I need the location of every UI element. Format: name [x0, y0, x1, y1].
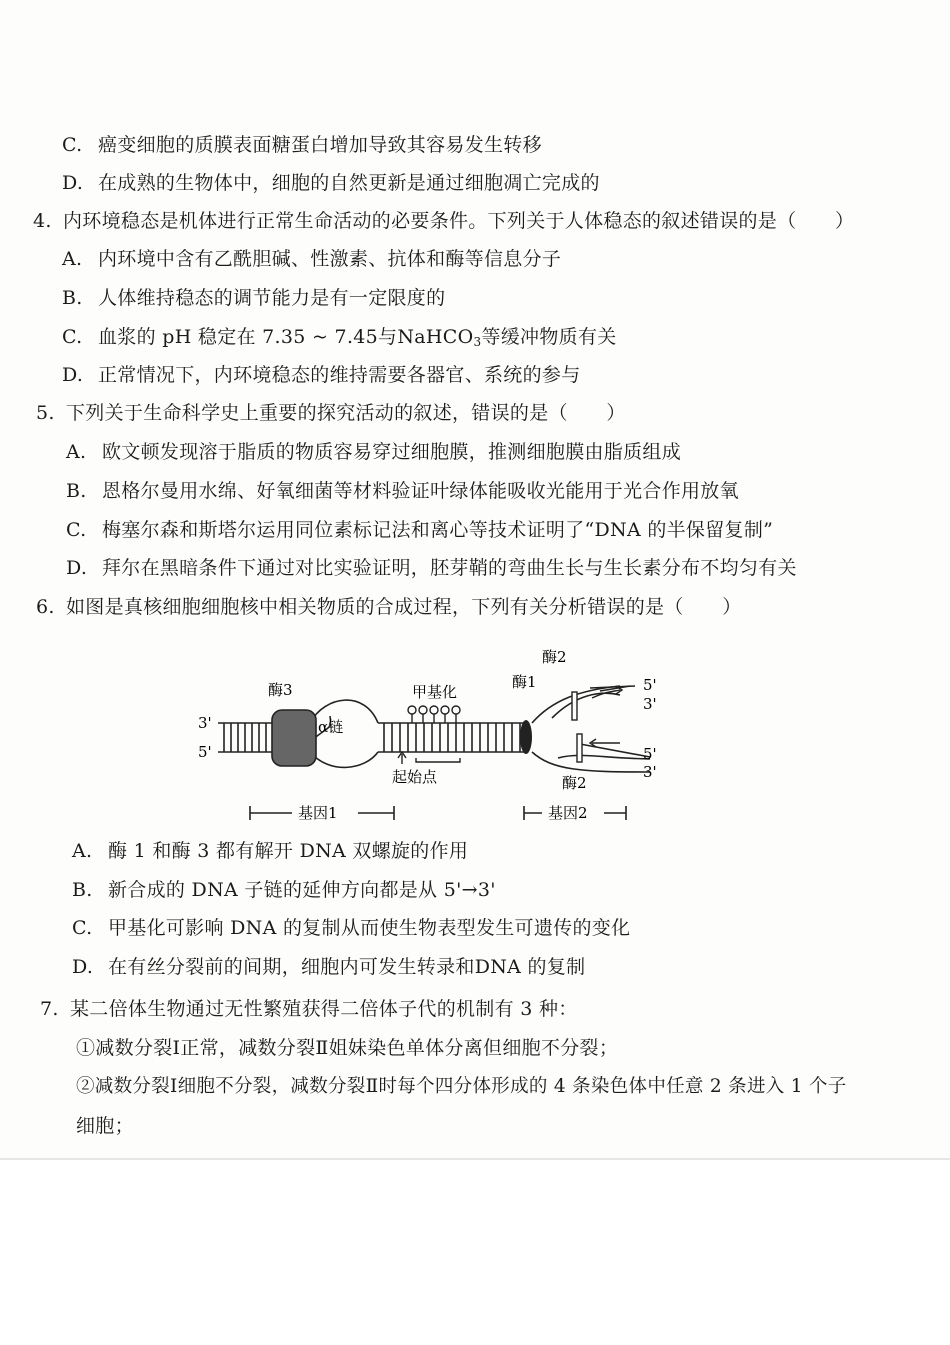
label-right-top-b: 3' — [643, 695, 657, 713]
enzyme-1-shape — [520, 720, 532, 754]
middle-double-strand — [378, 723, 525, 752]
q4-option-d: D. 正常情况下，内环境稳态的维持需要各器官、系统的参与 — [62, 364, 581, 386]
label-enzyme-2-bottom: 酶2 — [562, 774, 587, 792]
q7-mechanism-2-cont: 细胞； — [76, 1115, 134, 1137]
q5-option-d: D. 拜尔在黑暗条件下通过对比实验证明，胚芽鞘的弯曲生长与生长素分布不均匀有关 — [66, 557, 797, 579]
label-right-bottom-a: 5' — [643, 745, 657, 763]
question-6-stem: 6. 如图是真核细胞细胞核中相关物质的合成过程，下列有关分析错误的是（ ） — [36, 596, 742, 618]
enzyme-2-bottom-shape — [577, 734, 582, 762]
label-start-point: 起始点 — [392, 768, 438, 786]
page-bottom-edge — [0, 1158, 950, 1160]
label-enzyme-2-top: 酶2 — [542, 648, 567, 666]
label-gene-1: 基因1 — [298, 804, 338, 822]
left-double-strand — [218, 723, 280, 752]
label-left-bottom-end: 5' — [198, 743, 212, 761]
q6-option-b: B. 新合成的 DNA 子链的延伸方向都是从 5'→3' — [72, 879, 496, 901]
q4-option-c: C. 血浆的 pH 稳定在 7.35 ~ 7.45与NaHCO$_3$等缓冲物质有关 — [62, 326, 617, 349]
dna-replication-transcription-figure — [180, 640, 700, 830]
question-7-stem: 7. 某二倍体生物通过无性繁殖获得二倍体子代的机制有 3 种： — [40, 998, 578, 1020]
enzyme-3-shape — [272, 710, 316, 766]
q5-option-a: A. 欧文顿发现溶于脂质的物质容易穿过细胞膜，推测细胞膜由脂质组成 — [66, 441, 682, 463]
q5-option-c: C. 梅塞尔森和斯塔尔运用同位素标记法和离心等技术证明了“DNA 的半保留复制” — [66, 519, 774, 541]
q6-option-c: C. 甲基化可影响 DNA 的复制从而使生物表型发生可遗传的变化 — [72, 917, 631, 939]
label-alpha-chain: α链 — [318, 718, 344, 736]
q7-mechanism-2: ②减数分裂Ⅰ细胞不分裂，减数分裂Ⅱ时每个四分体形成的 4 条染色体中任意 2 条进入 1 个子 — [76, 1076, 847, 1097]
q6-option-a: A. 酶 1 和酶 3 都有解开 DNA 双螺旋的作用 — [72, 840, 469, 862]
label-methylation: 甲基化 — [412, 683, 458, 701]
label-left-top-end: 3' — [198, 714, 212, 732]
enzyme-2-top-shape — [572, 692, 577, 720]
option-d-prev: D. 在成熟的生物体中，细胞的自然更新是通过细胞凋亡完成的 — [62, 172, 600, 194]
label-enzyme-1: 酶1 — [512, 673, 537, 691]
label-right-top-a: 5' — [643, 676, 657, 694]
replication-fork — [532, 686, 650, 772]
q4-option-b: B. 人体维持稳态的调节能力是有一定限度的 — [62, 287, 446, 309]
question-5-stem: 5. 下列关于生命科学史上重要的探究活动的叙述，错误的是（ ） — [36, 402, 626, 424]
q7-mechanism-1: ①减数分裂Ⅰ正常，减数分裂Ⅱ姐妹染色单体分离但细胞不分裂； — [76, 1037, 619, 1059]
label-right-bottom-b: 3' — [643, 763, 657, 781]
methylation-groups — [408, 706, 460, 723]
q5-option-b: B. 恩格尔曼用水绵、好氧细菌等材料验证叶绿体能吸收光能用于光合作用放氧 — [66, 480, 739, 502]
option-c-prev: C. 癌变细胞的质膜表面糖蛋白增加导致其容易发生转移 — [62, 134, 542, 156]
label-enzyme-3: 酶3 — [268, 681, 293, 699]
q6-option-d: D. 在有丝分裂前的间期，细胞内可发生转录和DNA 的复制 — [72, 956, 586, 978]
label-gene-2: 基因2 — [548, 804, 588, 822]
start-point-marker — [398, 752, 460, 764]
question-4-stem: 4. 内环境稳态是机体进行正常生命活动的必要条件。下列关于人体稳态的叙述错误的是（ ） — [33, 210, 855, 232]
q4-option-a: A. 内环境中含有乙酰胆碱、性激素、抗体和酶等信息分子 — [62, 248, 562, 270]
